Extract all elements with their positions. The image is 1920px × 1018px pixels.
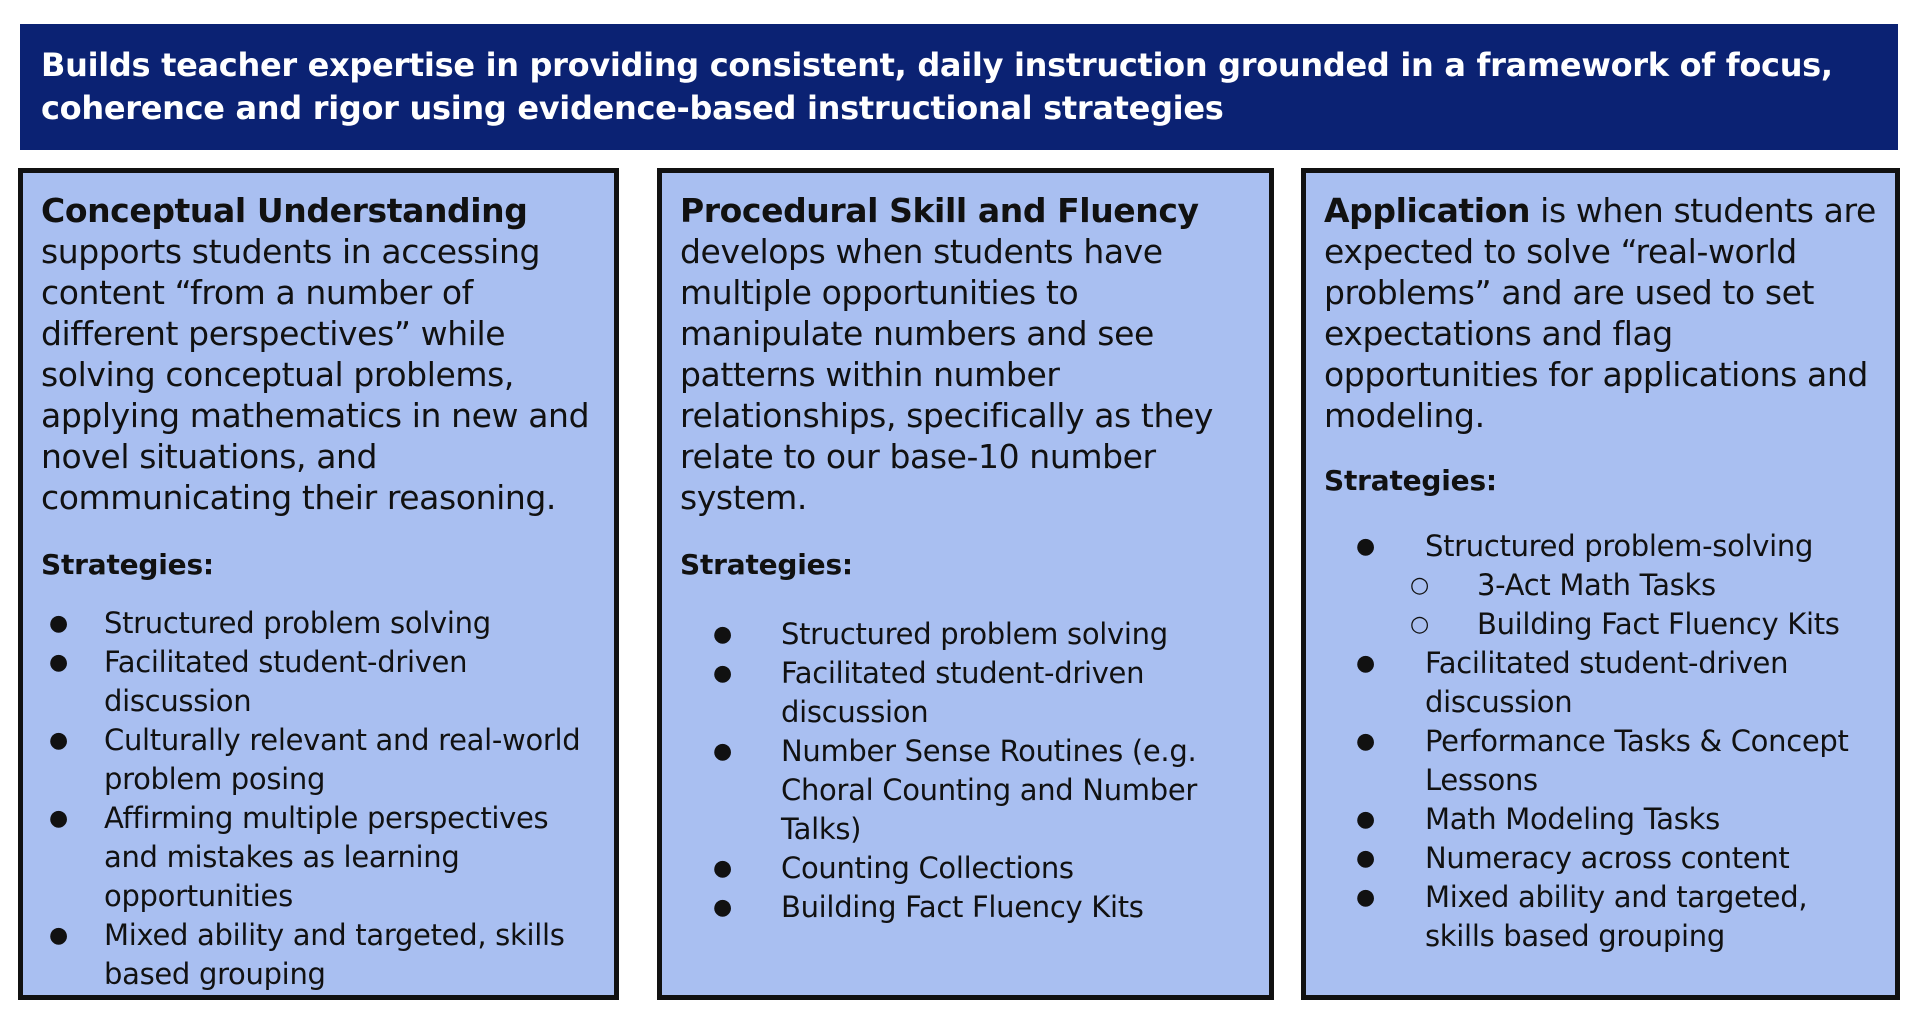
list-item: ● Structured problem solving	[680, 615, 1253, 654]
bullet-icon: ●	[713, 739, 732, 764]
bullet-icon: ●	[713, 622, 732, 647]
header-banner	[20, 24, 1898, 150]
list-item: ● Structured problem solving	[41, 604, 598, 643]
card-application	[1301, 168, 1900, 1000]
list-item: ● Mixed ability and targeted, skills based grouping	[1356, 880, 1808, 953]
header-title: Builds teacher expertise in providing consistent, daily instruction grounded in a framework of focus, coherence and rigor using evidence-based instructional strategies	[41, 46, 1833, 127]
list-item: ● Mixed ability and targeted, skills based grouping	[49, 918, 565, 991]
card-intro	[680, 190, 1253, 518]
list-item: ● Performance Tasks & Concept Lessons	[1356, 724, 1849, 797]
list-item: ● Facilitated student-driven discussion	[49, 645, 468, 718]
card-conceptual-understanding	[18, 168, 619, 1000]
bullet-icon: ●	[1356, 846, 1375, 871]
list-item: ● Counting Collections	[680, 849, 1253, 888]
list-item: ● Math Modeling Tasks	[1324, 800, 1879, 839]
hollow-bullet-icon: ○	[1410, 612, 1429, 637]
hollow-bullet-icon: ○	[1410, 573, 1429, 598]
bullet-icon: ●	[713, 856, 732, 881]
bullet-icon: ●	[49, 923, 68, 948]
strategies-heading: Strategies:	[680, 548, 853, 581]
card-term: Conceptual Understanding	[41, 191, 528, 230]
list-item: ● Culturally relevant and real-world problem posing	[49, 723, 581, 796]
strategies-heading: Strategies:	[41, 548, 214, 581]
bullet-icon: ●	[1356, 534, 1375, 559]
card-description: is when students are expected to solve “real-world problems” and are used to set expectations and flag opportunities for applications and modeling.	[1324, 191, 1876, 435]
list-item: ● Facilitated student-driven discussion	[1356, 646, 1789, 719]
card-description: develops when students have multiple opportunities to manipulate numbers and see patterns within number relationships, specifically as they relate to our base-10 number system.	[680, 232, 1213, 517]
bullet-icon: ●	[1356, 729, 1375, 754]
bullet-icon: ●	[1356, 807, 1375, 832]
list-item: ● Building Fact Fluency Kits	[680, 888, 1253, 927]
strategies-heading: Strategies:	[1324, 464, 1497, 497]
bullet-icon: ●	[713, 661, 732, 686]
strategies-list	[41, 604, 598, 994]
card-intro	[41, 190, 598, 518]
bullet-icon: ●	[49, 611, 68, 636]
card-description: supports students in accessing content “from a number of different perspectives” while solving conceptual problems, applying mathematics in new and novel situations, and communicating their reasoning.	[41, 232, 590, 517]
strategies-list	[1324, 527, 1879, 956]
list-subitem: ○ Building Fact Fluency Kits	[1324, 605, 1879, 644]
strategies-list	[680, 615, 1253, 927]
card-term: Procedural Skill and Fluency	[680, 191, 1199, 230]
bullet-icon: ●	[49, 806, 68, 831]
list-item: ● Numeracy across content	[1324, 839, 1879, 878]
list-item: ● Number Sense Routines (e.g. Choral Counting and Number Talks)	[713, 734, 1197, 846]
list-item: ● Structured problem-solving	[1324, 527, 1879, 566]
list-item: ● Affirming multiple perspectives and mistakes as learning opportunities	[49, 801, 549, 913]
list-item: ● Facilitated student-driven discussion	[713, 656, 1145, 729]
bullet-icon: ●	[49, 650, 68, 675]
list-subitem: ○ 3-Act Math Tasks	[1324, 566, 1879, 605]
bullet-icon: ●	[1356, 885, 1375, 910]
bullet-icon: ●	[49, 728, 68, 753]
card-intro	[1324, 190, 1879, 436]
bullet-icon: ●	[713, 895, 732, 920]
card-procedural-skill-fluency	[657, 168, 1274, 1000]
card-term: Application	[1324, 191, 1531, 230]
bullet-icon: ●	[1356, 651, 1375, 676]
